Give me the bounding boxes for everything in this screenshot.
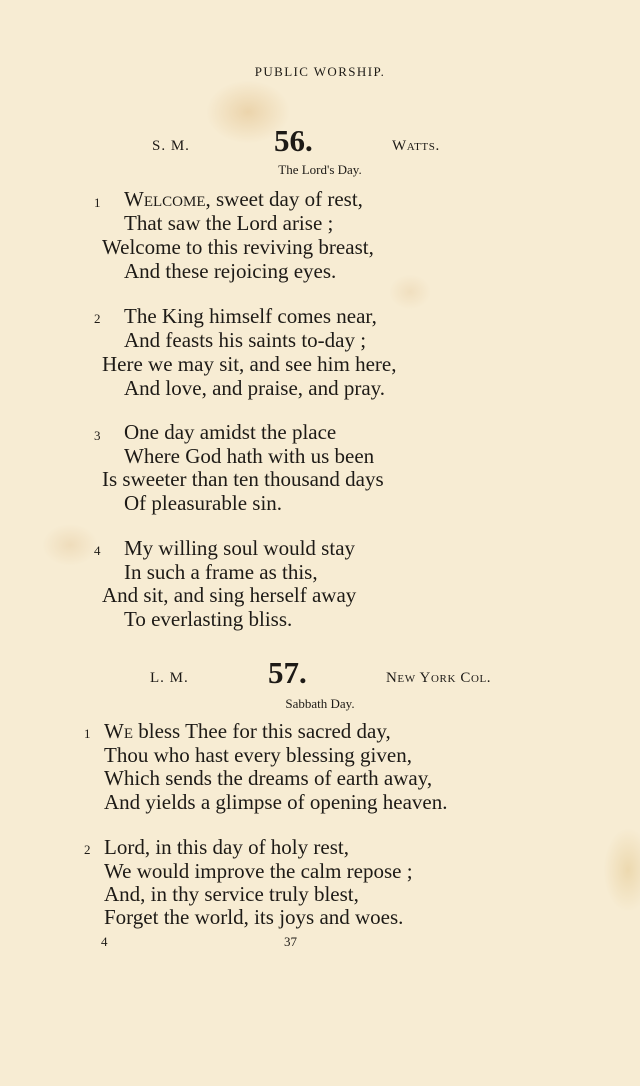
hymn-57-tune: New York Col.: [386, 670, 492, 686]
verse-line: That saw the Lord arise ;: [124, 211, 334, 235]
verse-line: Is sweeter than ten thousand days: [102, 467, 384, 491]
verse-line: Forget the world, its joys and woes.: [104, 905, 404, 929]
verse-line: Of pleasurable sin.: [124, 491, 283, 515]
hymn-57-number: 57.: [268, 655, 307, 690]
stanza-number: 1: [84, 726, 91, 741]
hymn-56-tune: Watts.: [392, 138, 440, 154]
stanza-number: 4: [94, 543, 101, 558]
verse-line: Thou who hast every blessing given,: [104, 743, 412, 767]
hymn-56-subtitle: The Lord's Day.: [278, 162, 362, 177]
verse-line: And, in thy service truly blest,: [104, 882, 359, 906]
verse-line: Welcome to this reviving breast,: [102, 235, 374, 259]
stanza-number: 3: [94, 428, 101, 443]
verse-line: Where God hath with us been: [124, 444, 375, 468]
verse-line: Welcome, sweet day of rest,: [124, 187, 363, 211]
verse-line: And these rejoicing eyes.: [124, 259, 337, 283]
stanza-number: 2: [84, 842, 91, 857]
verse-line: To everlasting bliss.: [124, 607, 293, 631]
hymn-56-number: 56.: [274, 123, 313, 158]
verse-line: And sit, and sing herself away: [102, 583, 357, 607]
verse-line: And feasts his saints to-day ;: [124, 328, 367, 352]
verse-lead-word: We: [104, 719, 133, 743]
stanza-number: 1: [94, 195, 101, 210]
verse-line: One day amidst the place: [124, 420, 337, 444]
hymn-56-meter: S. M.: [152, 138, 190, 154]
verse-line: In such a frame as this,: [124, 560, 318, 584]
page-number: 37: [284, 934, 297, 949]
verse-line: My willing soul would stay: [124, 536, 356, 560]
verse-line: We would improve the calm repose ;: [104, 859, 413, 883]
verse-line: Which sends the dreams of earth away,: [104, 766, 433, 790]
verse-line: Lord, in this day of holy rest,: [104, 835, 349, 859]
hymn-57-meter: L. M.: [150, 670, 189, 686]
verse-line: Here we may sit, and see him here,: [102, 352, 397, 376]
hymn-57-subtitle: Sabbath Day.: [285, 696, 355, 711]
verse-line: The King himself comes near,: [124, 304, 377, 328]
verse-line: And love, and praise, and pray.: [124, 376, 386, 400]
stanza-number: 2: [94, 311, 101, 326]
verse-line: And yields a glimpse of opening heaven.: [104, 790, 448, 814]
verse-lead-word: Welcome: [124, 187, 206, 211]
running-head: PUBLIC WORSHIP.: [254, 64, 386, 79]
signature-mark: 4: [101, 934, 108, 949]
verse-line: We bless Thee for this sacred day,: [104, 719, 391, 743]
